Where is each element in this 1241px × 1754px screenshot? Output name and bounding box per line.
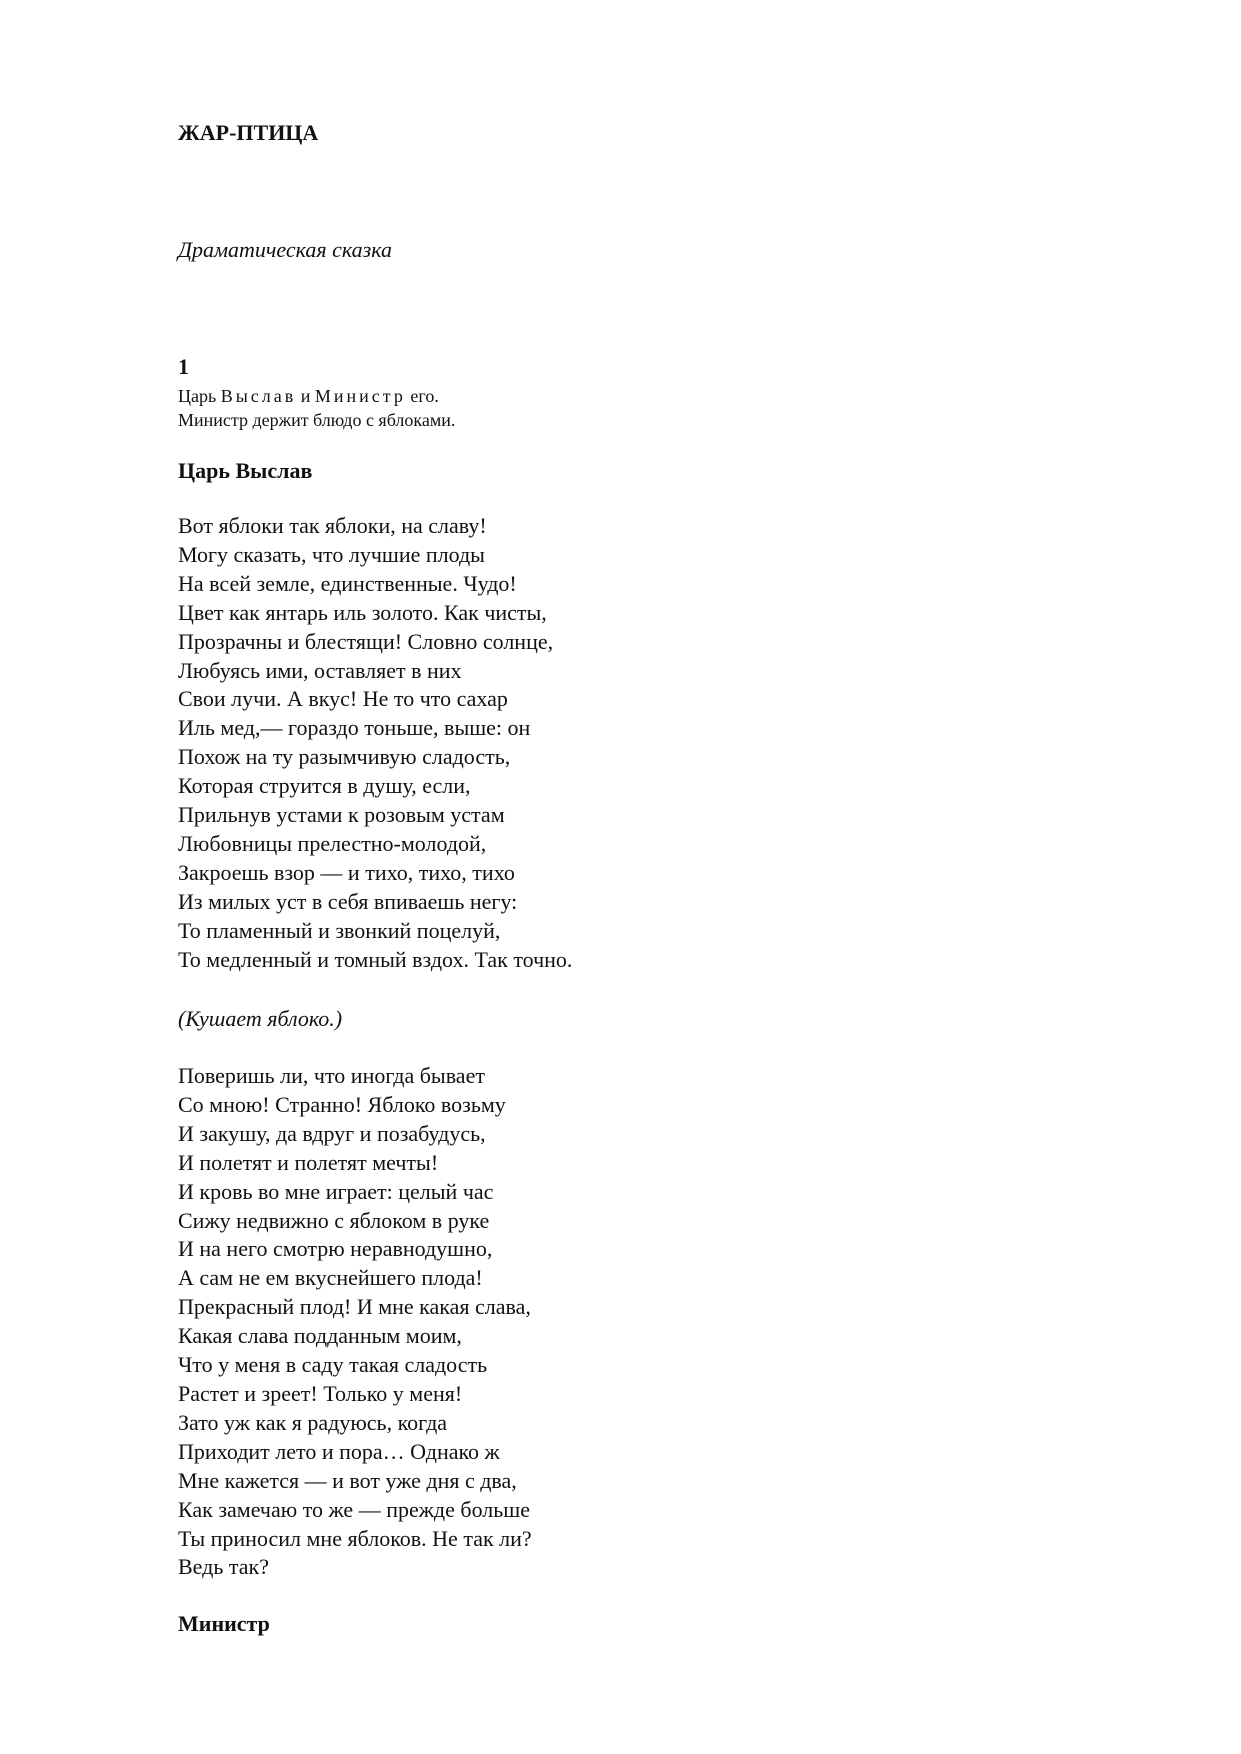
document-subtitle: Драматическая сказка [178, 237, 392, 262]
document-title: ЖАР-ПТИЦА [178, 120, 319, 145]
verse-line: Зато уж как я радуюсь, когда [178, 1409, 448, 1435]
verse-line: Растет и зреет! Только у меня! [178, 1380, 463, 1406]
verse-line: Которая струится в душу, если, [178, 773, 471, 799]
verse-line: Поверишь ли, что иногда бывает [178, 1063, 485, 1088]
verse-line: Как замечаю то же — прежде больше [178, 1496, 531, 1522]
stage-line-2: Министр держит блюдо с яблоками. [178, 410, 456, 430]
verse-line: Мне кажется — и вот уже дня с два, [178, 1467, 517, 1493]
verse-line: Прозрачны и блестящи! Словно солнце, [178, 628, 554, 654]
verse-line: А сам не ем вкуснейшего плода! [178, 1265, 483, 1291]
verse-line: Свои лучи. А вкус! Не то что сахар [178, 686, 508, 712]
verse-line: И закушу, да вдруг и позабудусь, [178, 1120, 486, 1146]
verse-line: Закроешь взор — и тихо, тихо, тихо [178, 859, 515, 885]
verse-line: Могу сказать, что лучшие плоды [178, 541, 485, 567]
verse-line: Прильнув устами к розовым устам [178, 802, 505, 828]
verse-line: То пламенный и звонкий поцелуй, [178, 917, 501, 943]
verse-line: И кровь во мне играет: целый час [178, 1178, 494, 1204]
verse-line: Что у меня в саду такая сладость [178, 1352, 488, 1378]
verse-block-2 [178, 1062, 532, 1582]
character-name-minister: Министр [314, 386, 406, 406]
stage-direction [178, 384, 455, 432]
speaker-name: Царь Выслав [178, 458, 313, 483]
verse-line: Любуясь ими, оставляет в них [178, 657, 462, 683]
verse-line: Приходит лето и пора… Однако ж [178, 1438, 500, 1464]
verse-line: Прекрасный плод! И мне какая слава, [178, 1294, 531, 1320]
verse-line: Со мною! Странно! Яблоко возьму [178, 1091, 506, 1117]
stage-conjunction: и [296, 386, 315, 406]
stage-suffix: его. [405, 386, 439, 406]
verse-line: Похож на ту разымчивую сладость, [178, 744, 511, 770]
verse-line: Ты приносил мне яблоков. Не так ли? [178, 1525, 532, 1551]
verse-line: Иль мед,— гораздо тоньше, выше: он [178, 715, 531, 741]
stage-prefix: Царь [178, 386, 221, 406]
verse-line: Ведь так? [178, 1554, 269, 1580]
verse-line: Любовницы прелестно-молодой, [178, 830, 487, 856]
verse-line: То медленный и томный вздох. Так точно. [178, 946, 573, 972]
verse-line: Вот яблоки так яблоки, на славу! [178, 513, 487, 538]
verse-line: И на него смотрю неравнодушно, [178, 1236, 493, 1262]
scene-number: 1 [178, 354, 189, 379]
verse-line: На всей земле, единственные. Чудо! [178, 570, 517, 596]
verse-block-1 [178, 512, 572, 975]
verse-line: И полетят и полетят мечты! [178, 1149, 439, 1175]
character-name-vyslav: Выслав [220, 386, 297, 406]
verse-line: Цвет как янтарь иль золото. Как чисты, [178, 599, 547, 625]
stage-line-1 [178, 384, 455, 408]
verse-line: Сижу недвижно с яблоком в руке [178, 1207, 490, 1233]
verse-line: Из милых уст в себя впиваешь негу: [178, 888, 518, 914]
speaker-name: Министр [178, 1611, 270, 1636]
verse-line: Какая слава подданным моим, [178, 1323, 462, 1349]
stage-direction-eats: (Кушает яблоко.) [178, 1006, 343, 1031]
